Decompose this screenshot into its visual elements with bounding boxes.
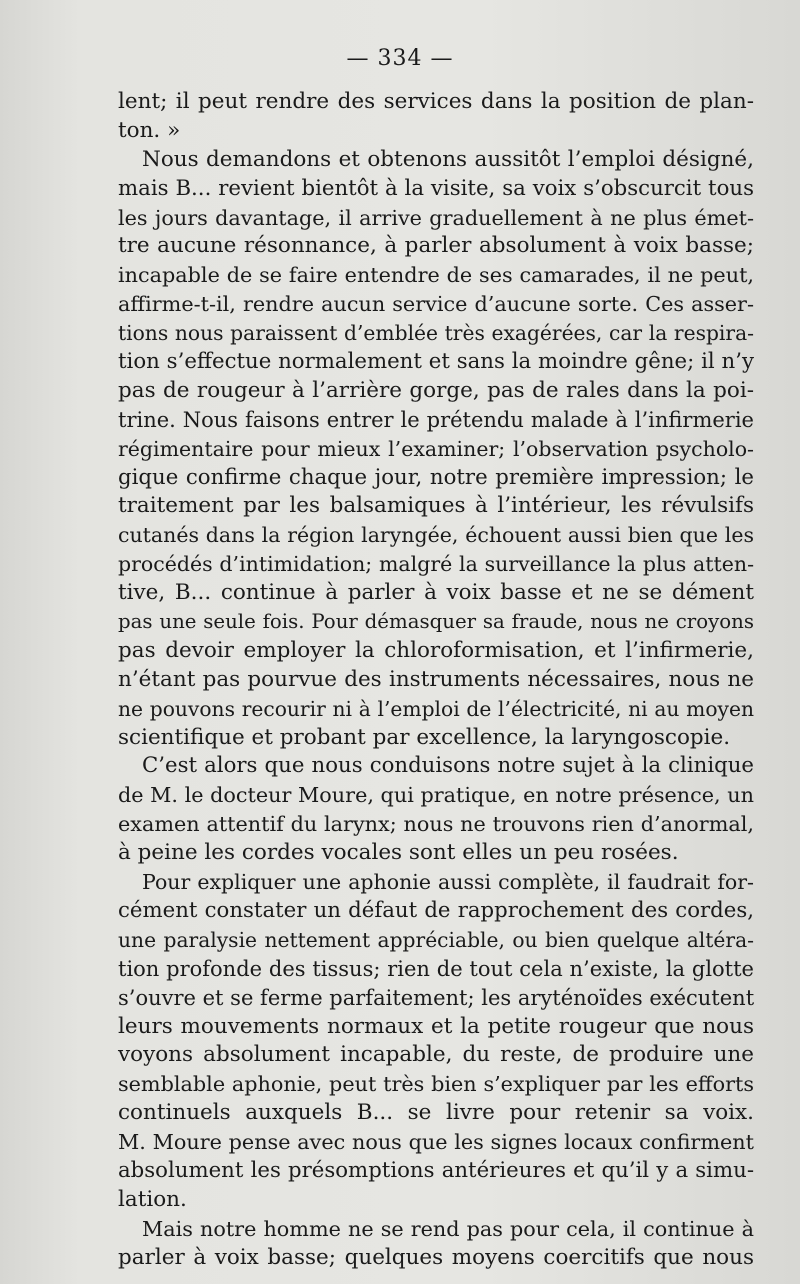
text-line: trine. Nous faisons entrer le prétendu malade à l’infirmerie: [118, 407, 754, 432]
text-line: gique confirme chaque jour, notre première impression; le: [118, 464, 754, 490]
text-line: mais B... revient bientôt à la visite, sa voix s’obscurcit tous: [118, 175, 754, 201]
text-line: incapable de se faire entendre de ses camarades, il ne peut,: [118, 263, 754, 288]
text-line: lent; il peut rendre des services dans la position de plan-: [118, 89, 754, 114]
text-line: lation.: [118, 1186, 187, 1212]
text-line: traitement par les balsamiques à l’intérieur, les révulsifs: [118, 493, 754, 519]
text-line: à peine les cordes vocales sont elles un peu rosées.: [118, 840, 679, 866]
text-line: pas devoir employer la chloroformisation, et l’infirmerie,: [118, 637, 754, 663]
text-line: scientifique et probant par excellence, la laryngoscopie.: [118, 724, 731, 750]
text-line: tive, B... continue à parler à voix basse et ne se dément: [118, 580, 754, 606]
text-line: C’est alors que nous conduisons notre sujet à la clinique: [142, 753, 754, 779]
text-line: tion s’effectue normalement et sans la moindre gêne; il n’y: [118, 349, 754, 375]
body-text: [118, 88, 754, 1273]
text-line: procédés d’intimidation; malgré la surveillance la plus atten-: [118, 552, 754, 577]
text-line: ne pouvons recourir ni à l’emploi de l’électricité, ni au moyen: [118, 696, 754, 721]
text-line: examen attentif du larynx; nous ne trouvons rien d’anormal,: [118, 812, 754, 837]
text-line: Mais notre homme ne se rend pas pour cela, il continue à: [142, 1216, 754, 1241]
text-line: de M. le docteur Moure, qui pratique, en notre présence, un: [118, 783, 754, 808]
page-number: — 334 —: [346, 46, 454, 71]
text-line: voyons absolument incapable, du reste, de produire une: [118, 1042, 754, 1068]
text-line: affirme-t-il, rendre aucun service d’aucune sorte. Ces asser-: [118, 292, 754, 317]
text-line: pas une seule fois. Pour démasquer sa fraude, nous ne croyons: [118, 610, 754, 634]
text-line: parler à voix basse; quelques moyens coercitifs que nous: [118, 1244, 754, 1270]
text-line: les jours davantage, il arrive graduellement à ne plus émet-: [118, 205, 754, 230]
text-line: n’étant pas pourvue des instruments nécessaires, nous ne: [118, 666, 754, 692]
text-line: semblable aphonie, peut très bien s’expliquer par les efforts: [118, 1072, 754, 1097]
text-line: M. Moure pense avec nous que les signes locaux confirment: [118, 1130, 754, 1155]
text-line: ton. »: [118, 117, 181, 143]
text-line: continuels auxquels B... se livre pour retenir sa voix.: [118, 1100, 754, 1126]
text-line: régimentaire pour mieux l’examiner; l’observation psycholo-: [118, 436, 754, 461]
text-line: s’ouvre et se ferme parfaitement; les aryténoïdes exécutent: [118, 985, 755, 1010]
text-line: Pour expliquer une aphonie aussi complète, il faudrait for-: [142, 870, 754, 895]
text-line: une paralysie nettement appréciable, ou bien quelque altéra-: [118, 927, 754, 952]
text-line: tion profonde des tissus; rien de tout cela n’existe, la glotte: [118, 956, 754, 981]
text-line: cutanés dans la région laryngée, échouent aussi bien que les: [118, 523, 754, 548]
text-line: Nous demandons et obtenons aussitôt l’emploi désigné,: [142, 146, 754, 172]
text-line: pas de rougeur à l’arrière gorge, pas de rales dans la poi-: [118, 377, 754, 403]
text-line: leurs mouvements normaux et la petite rougeur que nous: [118, 1013, 754, 1039]
text-line: tions nous paraissent d’emblée très exagérées, car la respira-: [118, 321, 754, 346]
text-line: absolument les présomptions antérieures et qu’il y a simu-: [118, 1157, 754, 1183]
text-line: cément constater un défaut de rapprochement des cordes,: [118, 897, 754, 923]
text-line: tre aucune résonnance, à parler absolument à voix basse;: [118, 233, 754, 259]
